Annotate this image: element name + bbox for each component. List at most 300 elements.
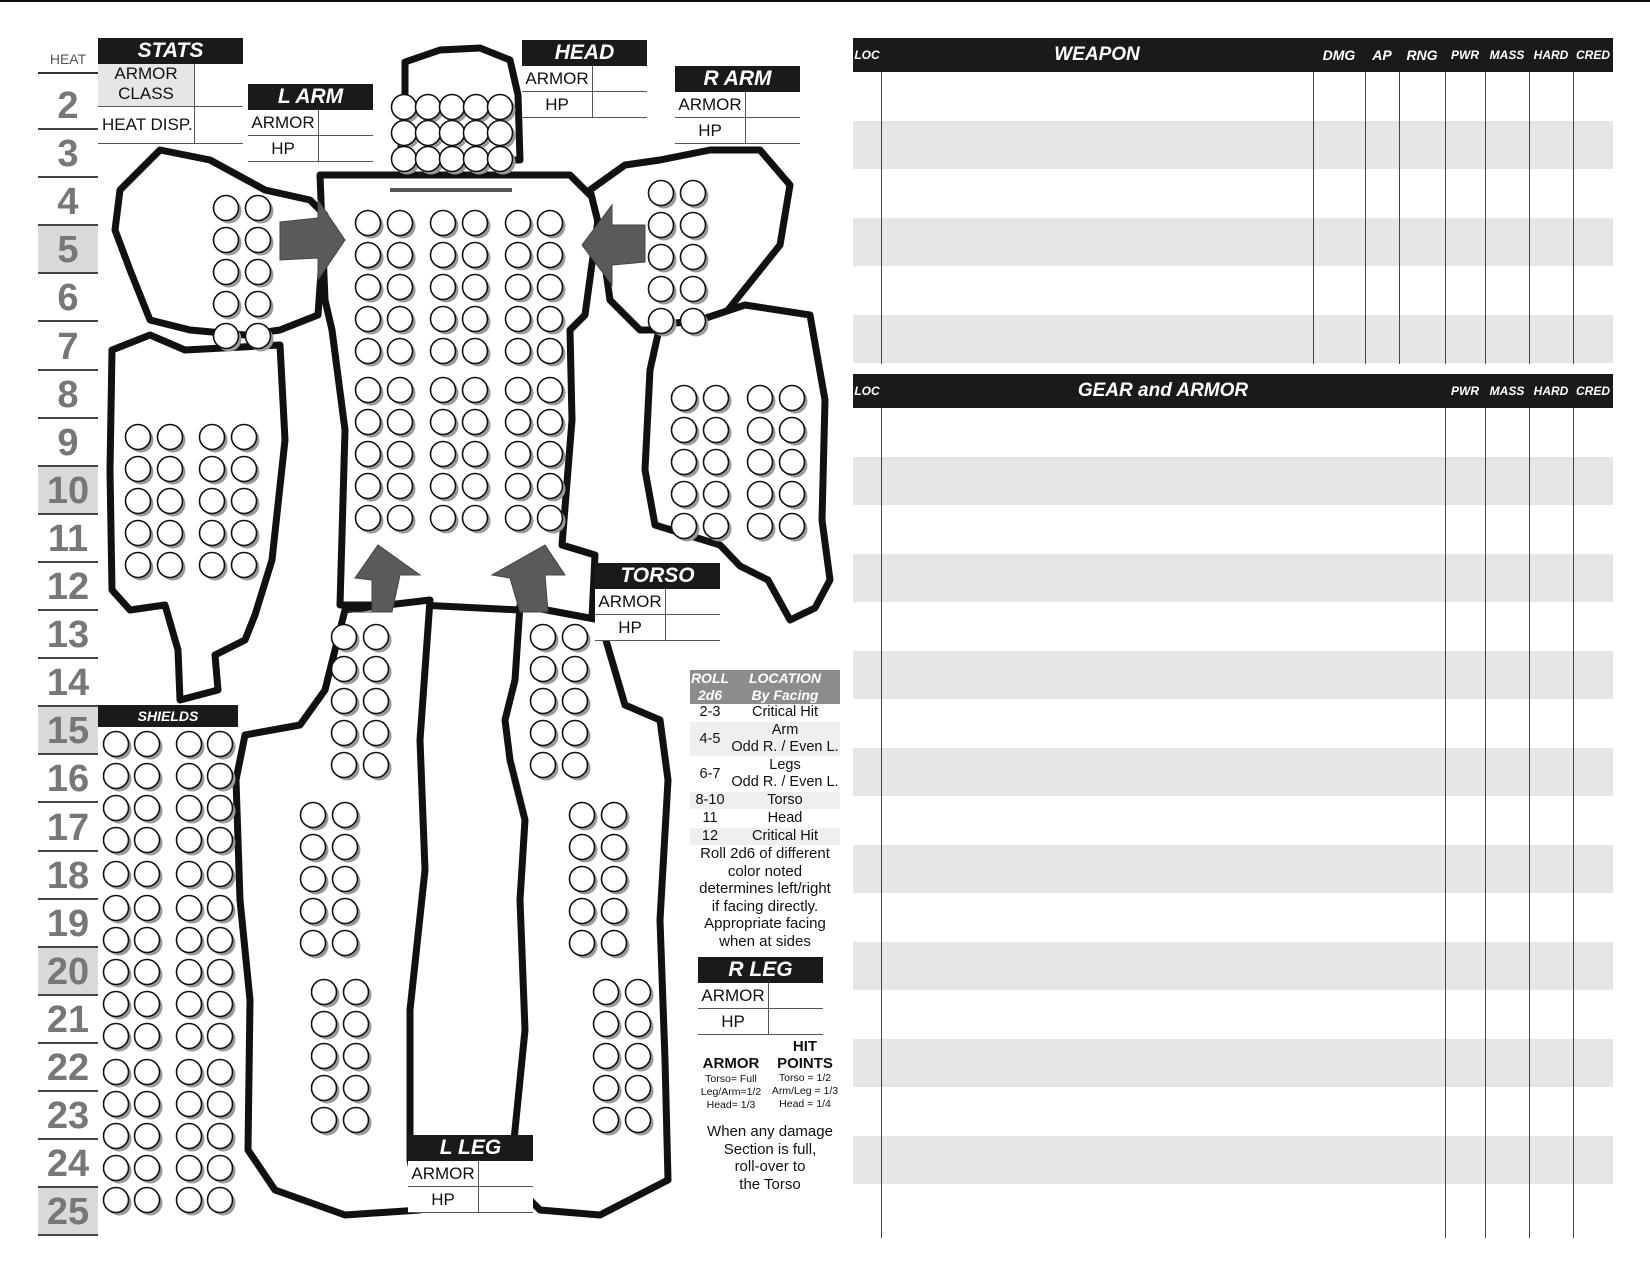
roll-column-header	[690, 670, 730, 704]
left-leg-pip-circle	[364, 753, 389, 778]
left-leg-pip-circle	[332, 625, 357, 650]
gear-row[interactable]	[853, 505, 1613, 553]
hp-rule-title-line1: HIT	[792, 1038, 818, 1055]
left-shoulder-pip-circle	[246, 196, 271, 221]
location-column-header	[730, 670, 840, 704]
torso-pip-circle	[538, 442, 563, 467]
gear-row[interactable]	[853, 942, 1613, 990]
l-leg-armor-value[interactable]	[479, 1161, 534, 1187]
r-arm-title: R ARM	[675, 66, 800, 92]
torso-pip-circle	[431, 442, 456, 467]
shield-pip	[104, 1092, 132, 1120]
right-leg-pip-circle	[626, 980, 651, 1005]
location-line: Torso	[767, 792, 803, 808]
gear-row[interactable]	[853, 796, 1613, 844]
right-leg-pip-circle	[563, 753, 588, 778]
shield-pip	[177, 896, 205, 924]
shield-pip	[135, 992, 163, 1020]
shield-pip	[104, 928, 132, 956]
right-leg-pip-circle	[626, 1012, 651, 1037]
head-pip-circle	[440, 95, 465, 120]
shield-pip	[135, 896, 163, 924]
right-arm-pip-circle	[672, 386, 697, 411]
right-leg-pip-circle	[602, 867, 627, 892]
right-leg-pip-circle	[531, 625, 556, 650]
shield-pip-circle	[104, 796, 129, 821]
left-shoulder-pip-circle	[214, 228, 239, 253]
hp-rule	[768, 1038, 842, 1111]
shield-pip	[135, 1124, 163, 1152]
shield-pip	[208, 1024, 236, 1052]
head-pip-circle	[464, 121, 489, 146]
torso-hp-value[interactable]	[666, 615, 721, 641]
torso-pip-circle	[388, 243, 413, 268]
right-leg-pip-circle	[570, 803, 595, 828]
gear-row[interactable]	[853, 651, 1613, 699]
rollover-note-line: When any damage	[707, 1123, 833, 1140]
left-leg-pip-circle	[333, 867, 358, 892]
gear-row[interactable]	[853, 457, 1613, 505]
heat-level-8[interactable]: 8	[38, 371, 98, 419]
right-arm-pip-circle	[780, 514, 805, 539]
left-shoulder-pip-circle	[214, 196, 239, 221]
gear-row[interactable]	[853, 893, 1613, 941]
left-shoulder-pip-circle	[214, 260, 239, 285]
shield-pip	[177, 828, 205, 856]
roll-note-line: determines left/right	[699, 880, 831, 897]
heat-level-7[interactable]: 7	[38, 323, 98, 371]
torso-pip-circle	[506, 243, 531, 268]
left-arm-pip-circle	[126, 521, 151, 546]
right-leg-pip-circle	[563, 625, 588, 650]
right-leg-pip-circle	[626, 1108, 651, 1133]
shield-pip	[104, 992, 132, 1020]
torso-title: TORSO	[595, 563, 720, 589]
right-arm-pip-circle	[672, 514, 697, 539]
left-leg-pip-circle	[301, 899, 326, 924]
shield-pip-circle	[135, 896, 160, 921]
gear-col-name: GEAR and ARMOR	[1077, 380, 1249, 401]
torso-pip-circle	[538, 243, 563, 268]
left-leg-pip-circle	[333, 835, 358, 860]
shield-pip-circle	[104, 862, 129, 887]
torso-pip-circle	[388, 275, 413, 300]
right-leg-pip-circle	[602, 803, 627, 828]
weapon-row[interactable]	[853, 121, 1613, 169]
gear-column-divider	[1573, 408, 1574, 1238]
heat-level-18[interactable]: 18	[38, 852, 98, 900]
heat-level-4[interactable]: 4	[38, 178, 98, 226]
left-shoulder-pip-circle	[246, 324, 271, 349]
right-arm-pip-circle	[748, 514, 773, 539]
gear-col-cred: CRED	[1575, 384, 1610, 398]
l-leg-hp-value[interactable]	[479, 1187, 534, 1213]
roll-value: 11	[702, 810, 718, 826]
shield-pip	[104, 732, 132, 760]
l-leg-title: L LEG	[408, 1135, 533, 1161]
right-leg-pip-circle	[531, 689, 556, 714]
heat-level-19[interactable]: 19	[38, 900, 98, 948]
torso-pip-circle	[388, 307, 413, 332]
r-leg-hp-value[interactable]	[769, 1009, 824, 1035]
shield-pip	[177, 1060, 205, 1088]
weapon-row[interactable]	[853, 169, 1613, 217]
heat-level-5[interactable]: 5	[38, 226, 98, 274]
shield-pip-circle	[177, 992, 202, 1017]
left-arm-pip-circle	[200, 553, 225, 578]
left-leg-pip-circle	[332, 721, 357, 746]
shield-pip	[135, 796, 163, 824]
shield-pip	[177, 764, 205, 792]
stats-box	[98, 64, 243, 144]
shield-pip-circle	[104, 1188, 129, 1213]
shield-pip-circle	[135, 992, 160, 1017]
heat-level-6[interactable]: 6	[38, 274, 98, 322]
left-arm-pip-circle	[200, 425, 225, 450]
torso-armor-value[interactable]	[666, 589, 721, 615]
left-leg-pip-circle	[344, 1076, 369, 1101]
left-leg-pip-circle	[301, 931, 326, 956]
shield-pip	[104, 896, 132, 924]
shield-pip	[177, 1024, 205, 1052]
shield-pip-circle	[135, 1060, 160, 1085]
shield-pip	[104, 764, 132, 792]
torso-pip-circle	[388, 506, 413, 531]
weapon-row[interactable]	[853, 218, 1613, 266]
hp-rule-title-line2: POINTS	[777, 1055, 833, 1072]
left-shoulder-pip-circle	[246, 228, 271, 253]
shield-pip-circle	[177, 1092, 202, 1117]
left-arm-pip-circle	[158, 553, 183, 578]
head-armor-label: ARMOR	[522, 66, 593, 92]
shield-pip-circle	[177, 764, 202, 789]
weapon-col-hard: HARD	[1533, 48, 1569, 62]
armor-class-label	[98, 64, 195, 106]
left-leg-pip-circle	[312, 1044, 337, 1069]
heat-level-9[interactable]: 9	[38, 419, 98, 467]
location-line: Odd R. / Even L.	[731, 739, 839, 755]
shield-pip-circle	[104, 992, 129, 1017]
right-arm-pip-circle	[704, 386, 729, 411]
left-arm-pip-circle	[232, 521, 257, 546]
heat-level-14[interactable]: 14	[38, 659, 98, 707]
armor-class-value[interactable]	[195, 64, 243, 106]
left-leg-pip-circle	[301, 835, 326, 860]
gear-row[interactable]	[853, 748, 1613, 796]
torso-pip-circle	[356, 275, 381, 300]
shield-pip-circle	[208, 1188, 233, 1213]
hit-location-row	[690, 722, 840, 757]
right-shoulder-pip-circle	[649, 181, 674, 206]
roll-note-line: color noted	[727, 862, 803, 880]
right-shoulder-pip-circle	[649, 277, 674, 302]
l-arm-armor-label: ARMOR	[248, 110, 319, 136]
weapon-table	[853, 38, 1613, 364]
shield-pip	[135, 1188, 163, 1216]
gear-col-pwr: PWR	[1451, 384, 1479, 398]
shield-pip	[104, 1124, 132, 1152]
shield-pip	[208, 1124, 236, 1152]
shield-pip	[104, 1060, 132, 1088]
l-arm-armor-value[interactable]	[319, 110, 374, 136]
armor-class-label-line1: ARMOR	[114, 64, 178, 83]
shield-pip-circle	[177, 828, 202, 853]
weapon-column-divider	[1365, 72, 1366, 364]
gear-row[interactable]	[853, 602, 1613, 650]
shield-pip	[208, 928, 236, 956]
r-leg-title: R LEG	[698, 957, 823, 983]
head-pip-circle	[416, 121, 441, 146]
hit-location-row	[690, 828, 840, 846]
shield-pip	[177, 960, 205, 988]
right-shoulder-pip-circle	[681, 213, 706, 238]
heat-disp-label: HEAT DISP.	[98, 107, 195, 143]
heat-level-15[interactable]: 15	[38, 707, 98, 755]
shield-pip-circle	[177, 862, 202, 887]
shield-pip-circle	[208, 896, 233, 921]
torso-pip-circle	[356, 307, 381, 332]
torso-pip-circle	[356, 410, 381, 435]
armor-rule-line: Head= 1/3	[706, 1099, 756, 1111]
hp-rule-line: Arm/Leg = 1/3	[771, 1085, 839, 1097]
shield-pip-circle	[177, 1156, 202, 1181]
heat-level-25[interactable]: 25	[38, 1188, 98, 1236]
shield-pip-circle	[135, 732, 160, 757]
gear-row[interactable]	[853, 1136, 1613, 1184]
torso-pip-circle	[431, 211, 456, 236]
left-arm-pip-circle	[200, 521, 225, 546]
head-hp-value[interactable]	[593, 92, 648, 118]
left-arm-pip-circle	[200, 489, 225, 514]
shield-pip-circle	[104, 1124, 129, 1149]
shield-pip	[135, 1060, 163, 1088]
hit-location-row	[690, 810, 840, 828]
shield-pip-circle	[104, 896, 129, 921]
right-leg-pip-circle	[563, 721, 588, 746]
shield-pip-circle	[177, 732, 202, 757]
shield-pip-circle	[135, 960, 160, 985]
stats-title: STATS	[98, 38, 243, 64]
right-leg-pip-circle	[602, 899, 627, 924]
head-stats	[522, 66, 647, 118]
left-leg-pip-circle	[332, 753, 357, 778]
torso-pip-circle	[506, 442, 531, 467]
left-leg-pip-circle	[333, 931, 358, 956]
left-leg-pip-circle	[332, 657, 357, 682]
r-arm-hp-value[interactable]	[746, 118, 801, 144]
left-arm-pip-circle	[158, 489, 183, 514]
left-leg-pip-circle	[312, 980, 337, 1005]
right-leg-pip-circle	[626, 1044, 651, 1069]
right-leg-pip-circle	[563, 657, 588, 682]
l-leg-hp-label: HP	[408, 1187, 479, 1213]
left-arm-pip-circle	[126, 553, 151, 578]
gear-col-mass: MASS	[1489, 384, 1525, 398]
weapon-row[interactable]	[853, 315, 1613, 363]
left-arm-pip-circle	[232, 489, 257, 514]
right-arm-pip-circle	[748, 386, 773, 411]
shield-pip-circle	[104, 1024, 129, 1049]
torso-pip-circle	[538, 211, 563, 236]
shield-pip-circle	[104, 960, 129, 985]
gear-row[interactable]	[853, 990, 1613, 1038]
roll-header-line1: ROLL	[690, 670, 730, 686]
torso-pip-circle	[506, 307, 531, 332]
shield-pip-circle	[208, 732, 233, 757]
right-arm-pip-circle	[780, 482, 805, 507]
torso-pip-circle	[538, 339, 563, 364]
roll-note-line: Roll 2d6 of different	[700, 845, 830, 862]
right-shoulder-pip-circle	[681, 181, 706, 206]
heat-level-24[interactable]: 24	[38, 1140, 98, 1188]
torso-pip-circle	[463, 307, 488, 332]
gear-row[interactable]	[853, 1184, 1613, 1232]
shield-pip	[135, 960, 163, 988]
head-armor-value[interactable]	[593, 66, 648, 92]
shield-pip-circle	[208, 796, 233, 821]
heat-level-22[interactable]: 22	[38, 1044, 98, 1092]
gear-row[interactable]	[853, 845, 1613, 893]
armor-class-label-line2: CLASS	[118, 84, 174, 103]
location-line: Odd R. / Even L.	[731, 774, 839, 790]
gear-row[interactable]	[853, 699, 1613, 747]
torso-pip-circle	[431, 378, 456, 403]
left-shoulder-pip-circle	[214, 324, 239, 349]
torso-pip-circle	[431, 474, 456, 499]
shield-pip	[208, 862, 236, 890]
shield-pip	[135, 1156, 163, 1184]
right-leg-pip-circle	[602, 931, 627, 956]
shield-pip	[104, 1156, 132, 1184]
heat-level-17[interactable]: 17	[38, 804, 98, 852]
heat-level-10[interactable]: 10	[38, 467, 98, 515]
right-leg-pip-circle	[531, 721, 556, 746]
weapon-row[interactable]	[853, 266, 1613, 314]
shield-pip-circle	[135, 862, 160, 887]
weapon-col-rng: RNG	[1406, 47, 1438, 63]
right-leg-pip-circle	[602, 835, 627, 860]
shield-pip	[177, 862, 205, 890]
roll-note-line: when at sides	[719, 932, 811, 950]
head-pip-circle	[488, 95, 513, 120]
torso-pip-circle	[388, 442, 413, 467]
shield-pip	[135, 1092, 163, 1120]
gear-row[interactable]	[853, 554, 1613, 602]
heat-level-16[interactable]: 16	[38, 755, 98, 803]
left-arm-pip-circle	[126, 457, 151, 482]
torso-pip-circle	[356, 243, 381, 268]
right-arm-pip-circle	[672, 482, 697, 507]
l-arm-stats	[248, 110, 373, 162]
weapon-col-pwr: PWR	[1451, 48, 1479, 62]
torso-pip-circle	[506, 378, 531, 403]
right-leg-pip-circle	[594, 1044, 619, 1069]
left-leg-pip-circle	[312, 1076, 337, 1101]
torso-pip-circle	[538, 275, 563, 300]
head-pip-circle	[392, 147, 417, 172]
torso-pip-circle	[506, 506, 531, 531]
heat-disp-value[interactable]	[195, 107, 243, 143]
left-shoulder-pip-circle	[246, 260, 271, 285]
left-leg-pip-circle	[364, 689, 389, 714]
torso-pip-circle	[463, 275, 488, 300]
r-arm-armor-value[interactable]	[746, 92, 801, 118]
weapon-column-divider	[1445, 72, 1446, 364]
shield-pip	[177, 928, 205, 956]
heat-level-23[interactable]: 23	[38, 1092, 98, 1140]
right-shoulder-pip-circle	[681, 277, 706, 302]
weapon-row[interactable]	[853, 72, 1613, 120]
right-arm-pip-circle	[704, 450, 729, 475]
right-leg-pip-circle	[594, 1076, 619, 1101]
torso-pip-circle	[538, 410, 563, 435]
gear-row[interactable]	[853, 408, 1613, 456]
heat-level-13[interactable]: 13	[38, 611, 98, 659]
left-leg-pip-circle	[333, 803, 358, 828]
torso-pip-circle	[431, 275, 456, 300]
left-arm-pip-circle	[158, 521, 183, 546]
shield-pip	[208, 960, 236, 988]
heat-level-3[interactable]: 3	[38, 130, 98, 178]
gear-row[interactable]	[853, 1039, 1613, 1087]
shield-pip	[135, 928, 163, 956]
right-leg-pip-circle	[626, 1076, 651, 1101]
r-leg-armor-value[interactable]	[769, 983, 824, 1009]
shield-pip	[208, 1156, 236, 1184]
l-arm-hp-value[interactable]	[319, 136, 374, 162]
shield-pip-circle	[135, 796, 160, 821]
hit-location-table	[690, 670, 840, 846]
heat-level-12[interactable]: 12	[38, 563, 98, 611]
gear-row[interactable]	[853, 1087, 1613, 1135]
torso-pip-circle	[431, 410, 456, 435]
weapon-column-divider	[881, 72, 882, 364]
head-pip-circle	[440, 147, 465, 172]
heat-level-2[interactable]: 2	[38, 82, 98, 130]
shield-pip	[208, 992, 236, 1020]
torso-pip-circle	[388, 474, 413, 499]
location-value	[730, 828, 840, 845]
roll-note-line: Appropriate facing	[704, 915, 826, 932]
right-arm-pip-circle	[672, 450, 697, 475]
torso-stats	[595, 589, 720, 641]
right-shoulder-pip-circle	[649, 213, 674, 238]
shield-pip-circle	[177, 960, 202, 985]
shield-pip	[177, 732, 205, 760]
torso-pip-circle	[356, 339, 381, 364]
location-value	[730, 810, 840, 827]
heat-level-20[interactable]: 20	[38, 948, 98, 996]
roll-value: 4-5	[699, 731, 721, 747]
left-arm-pip-circle	[126, 489, 151, 514]
left-leg-pip-circle	[344, 1044, 369, 1069]
head-pip-circle	[488, 121, 513, 146]
shield-pip-circle	[177, 1124, 202, 1149]
shield-pip-circle	[208, 1124, 233, 1149]
right-arm-pip-circle	[704, 482, 729, 507]
torso-pip-circle	[431, 339, 456, 364]
roll-value: 12	[701, 828, 719, 844]
shield-pip-circle	[208, 928, 233, 953]
hp-rule-line: Head = 1/4	[779, 1098, 831, 1110]
r-leg-stats	[698, 983, 823, 1035]
shield-pip-circle	[135, 1092, 160, 1117]
heat-level-11[interactable]: 11	[38, 515, 98, 563]
weapon-col-name: WEAPON	[1054, 44, 1140, 65]
head-pip-circle	[440, 121, 465, 146]
location-value	[730, 757, 840, 791]
heat-level-21[interactable]: 21	[38, 996, 98, 1044]
